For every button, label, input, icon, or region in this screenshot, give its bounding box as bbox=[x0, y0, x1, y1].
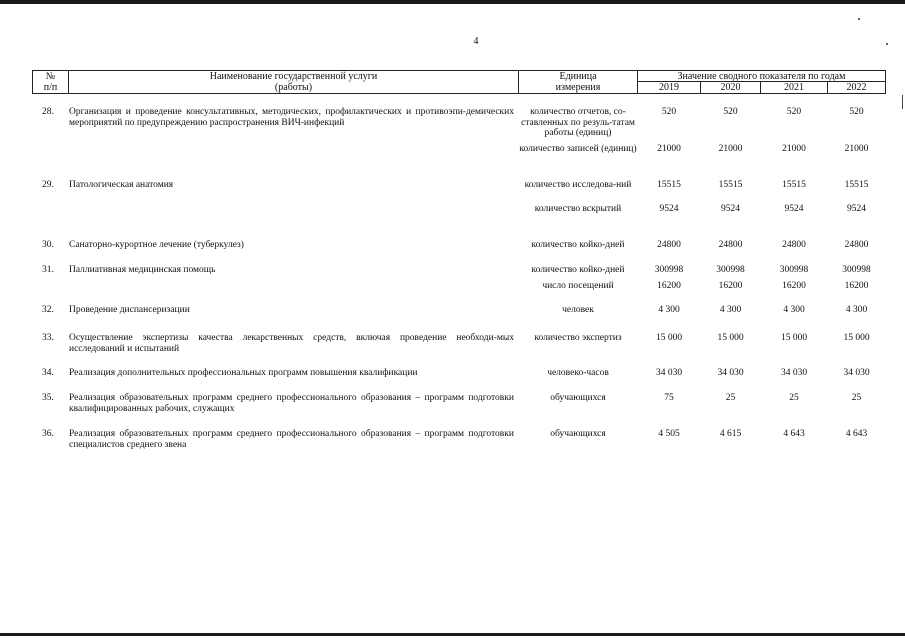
row-number: 33. bbox=[42, 333, 54, 343]
service-name: Реализация образовательных программ среднего профессионального образования – программ подготовки квалифицированных рабочих, служащих bbox=[69, 393, 514, 414]
value-cell: 4 615 bbox=[719, 429, 742, 439]
header-year: 2020 bbox=[720, 82, 741, 93]
row-number: 36. bbox=[42, 429, 54, 439]
value-cell: 15 000 bbox=[717, 333, 744, 343]
value-cell: 75 bbox=[664, 393, 674, 403]
value-cell: 15515 bbox=[718, 180, 743, 190]
unit-cell: количество койко-дней bbox=[531, 265, 625, 275]
service-name: Паллиативная медицинская помощь bbox=[69, 265, 216, 275]
value-cell: 4 505 bbox=[658, 429, 680, 439]
service-name: Патологическая анатомия bbox=[69, 180, 174, 190]
service-name: Реализация дополнительных профессиональных программ повышения квалификации bbox=[69, 368, 418, 378]
header-year: 2022 bbox=[846, 82, 867, 93]
row-number: 35. bbox=[42, 393, 54, 403]
value-cell: 15 000 bbox=[655, 333, 683, 343]
unit-cell: человеко-часов bbox=[547, 368, 609, 378]
value-cell: 4 300 bbox=[845, 305, 868, 315]
value-cell: 16200 bbox=[782, 281, 806, 291]
value-cell: 16200 bbox=[657, 281, 681, 291]
header-unit-line1: Единица bbox=[559, 71, 597, 82]
value-cell: 9524 bbox=[659, 204, 679, 214]
service-name: Проведение диспансеризации bbox=[69, 305, 190, 315]
service-name: Санаторно-курортное лечение (туберкулез) bbox=[69, 240, 244, 250]
row-number: 31. bbox=[42, 265, 54, 275]
service-name: Реализация образовательных программ среднего профессионального образования – программ подготовки специалистов среднего звена bbox=[69, 429, 514, 450]
value-cell: 24800 bbox=[844, 240, 869, 250]
service-name: Осуществление экспертизы качества лекарственных средств, включая проведение необходи-мых исследований и испытаний bbox=[69, 333, 514, 354]
unit-cell: количество экспертиз bbox=[534, 333, 622, 343]
value-cell: 4 300 bbox=[783, 305, 805, 315]
header-name-line1: Наименование государственной услуги bbox=[209, 71, 378, 82]
value-cell: 300998 bbox=[779, 265, 809, 275]
value-cell: 520 bbox=[786, 107, 802, 117]
page-number: 4 bbox=[473, 36, 479, 47]
value-cell: 4 643 bbox=[845, 429, 868, 439]
value-cell: 25 bbox=[725, 393, 736, 403]
header-bottom-rule bbox=[32, 93, 886, 94]
value-cell: 15 000 bbox=[843, 333, 870, 343]
scan-edge-mark bbox=[902, 95, 903, 109]
value-cell: 21000 bbox=[657, 144, 681, 154]
value-cell: 4 643 bbox=[783, 429, 805, 439]
value-cell: 34 030 bbox=[843, 368, 870, 378]
value-cell: 34 030 bbox=[717, 368, 744, 378]
value-cell: 15 000 bbox=[780, 333, 808, 343]
scan-speck bbox=[858, 18, 860, 20]
unit-cell: количество записей (единиц) bbox=[519, 144, 637, 154]
value-cell: 34 030 bbox=[655, 368, 683, 378]
scan-border-bottom bbox=[0, 633, 905, 636]
unit-cell: количество койко-дней bbox=[531, 240, 625, 250]
unit-cell: количество отчетов, со-ставленных по резуль-татам работы (единиц) bbox=[521, 107, 635, 138]
value-cell: 15515 bbox=[782, 180, 806, 190]
value-cell: 16200 bbox=[844, 281, 869, 291]
value-cell: 16200 bbox=[718, 281, 743, 291]
value-cell: 24800 bbox=[782, 240, 806, 250]
value-cell: 24800 bbox=[657, 240, 681, 250]
header-divider bbox=[885, 70, 886, 93]
row-number: 30. bbox=[42, 240, 54, 250]
row-number: 34. bbox=[42, 368, 54, 378]
value-cell: 21000 bbox=[718, 144, 743, 154]
scan-border-top bbox=[0, 0, 905, 4]
value-cell: 300998 bbox=[654, 265, 684, 275]
value-cell: 4 300 bbox=[719, 305, 742, 315]
row-number: 29. bbox=[42, 180, 54, 190]
value-cell: 15515 bbox=[657, 180, 681, 190]
unit-cell: человек bbox=[562, 305, 594, 315]
value-cell: 300998 bbox=[716, 265, 745, 275]
value-cell: 300998 bbox=[842, 265, 871, 275]
header-num-line2: п/п bbox=[43, 82, 58, 93]
value-cell: 25 bbox=[789, 393, 799, 403]
unit-cell: количество исследова-ний bbox=[524, 180, 632, 190]
value-cell: 9524 bbox=[847, 204, 866, 214]
header-name-line2: (работы) bbox=[274, 82, 313, 93]
value-cell: 25 bbox=[851, 393, 862, 403]
header-values-title: Значение сводного показателя по годам bbox=[677, 71, 846, 82]
unit-cell: число посещений bbox=[542, 281, 614, 291]
value-cell: 34 030 bbox=[780, 368, 808, 378]
header-num-line1: № bbox=[45, 71, 56, 82]
row-number: 32. bbox=[42, 305, 54, 315]
header-unit-line2: измерения bbox=[555, 82, 601, 93]
value-cell: 21000 bbox=[782, 144, 806, 154]
scan-speck bbox=[886, 43, 888, 45]
value-cell: 4 300 bbox=[658, 305, 680, 315]
value-cell: 9524 bbox=[784, 204, 804, 214]
unit-cell: обучающихся bbox=[550, 429, 606, 439]
value-cell: 520 bbox=[661, 107, 677, 117]
header-year: 2019 bbox=[659, 82, 679, 93]
value-cell: 9524 bbox=[721, 204, 740, 214]
value-cell: 15515 bbox=[844, 180, 869, 190]
value-cell: 24800 bbox=[718, 240, 743, 250]
service-name: Организация и проведение консультативных, методических, профилактических и противоэпи-демических мероприятий по предупреждению распространения ВИЧ-инфекций bbox=[69, 107, 514, 128]
value-cell: 21000 bbox=[844, 144, 869, 154]
unit-cell: количество вскрытий bbox=[534, 204, 622, 214]
row-number: 28. bbox=[42, 107, 54, 117]
value-cell: 520 bbox=[723, 107, 738, 117]
header-year: 2021 bbox=[784, 82, 804, 93]
value-cell: 520 bbox=[849, 107, 864, 117]
unit-cell: обучающихся bbox=[550, 393, 606, 403]
